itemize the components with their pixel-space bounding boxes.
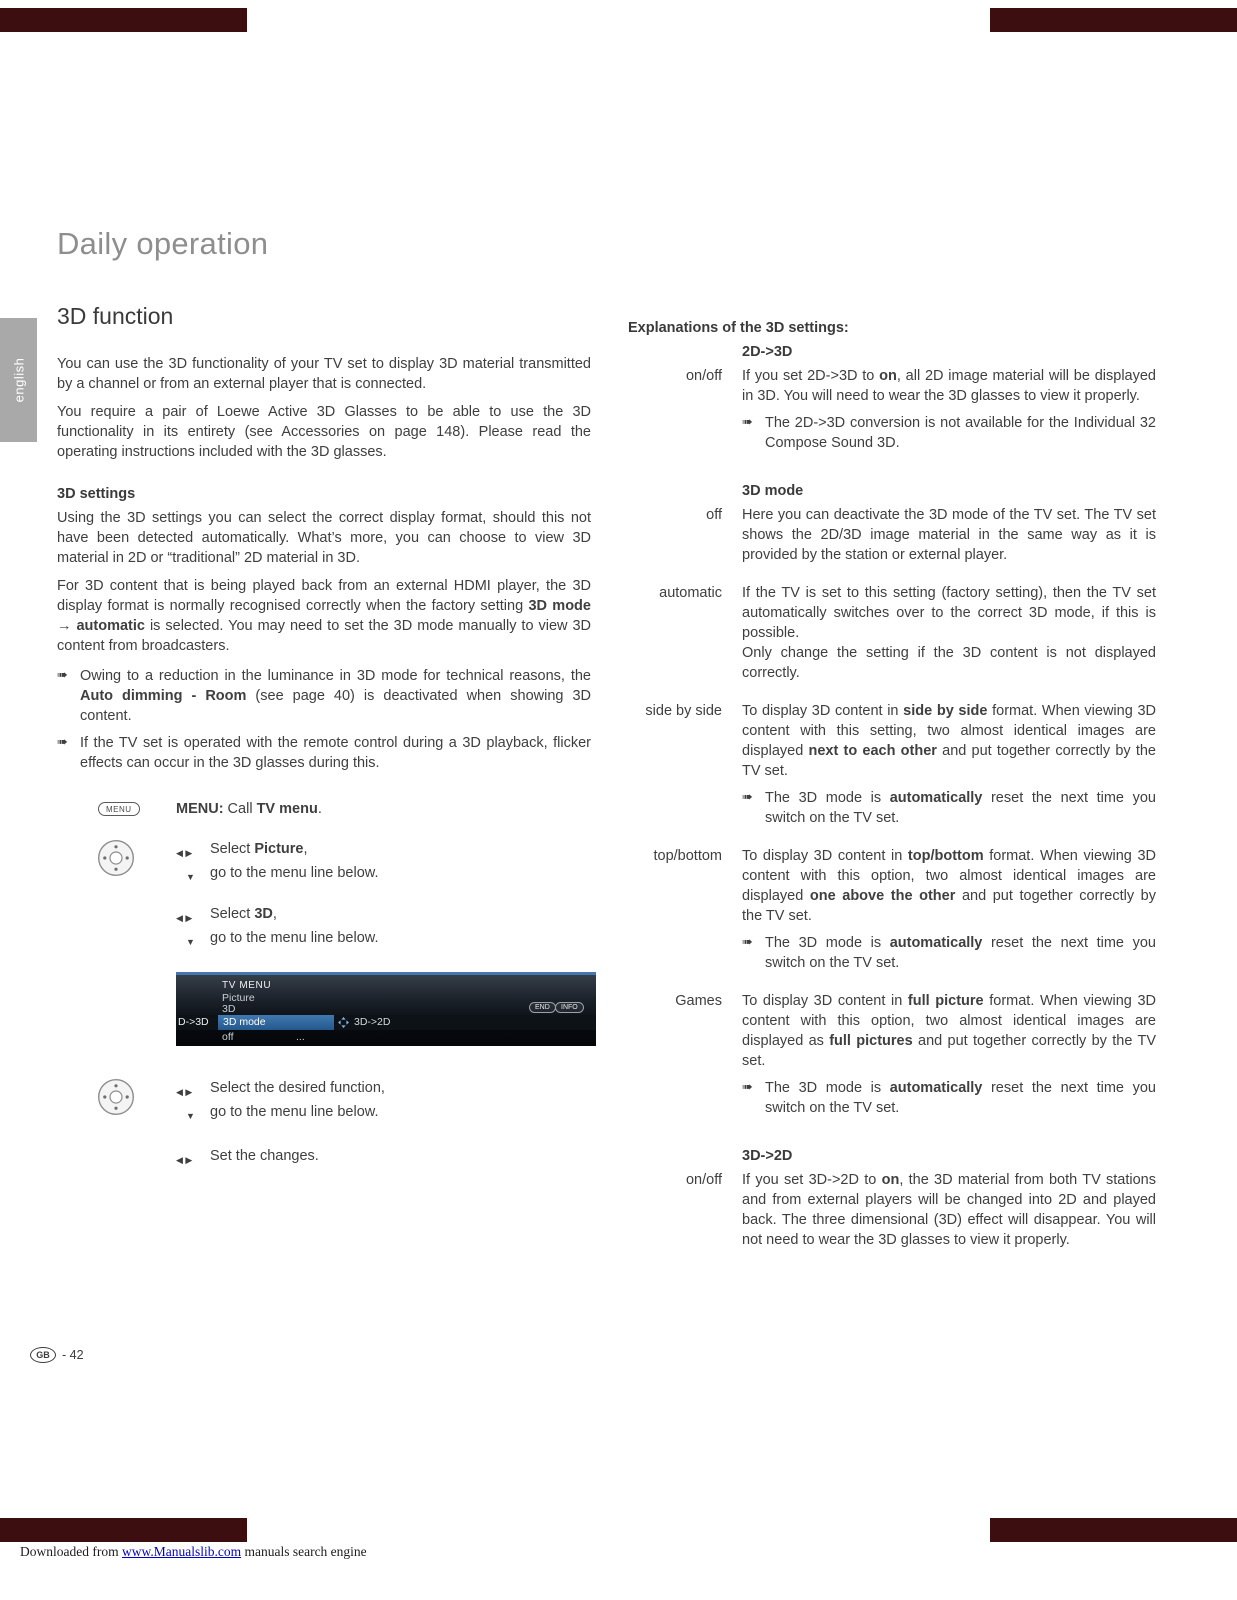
tv-menu-item-2d3d: D->3D: [178, 1016, 209, 1028]
down-arrow-icon: ▼: [186, 1111, 195, 1121]
step-text: Select Picture,: [210, 841, 308, 857]
watermark-prefix: Downloaded from: [20, 1544, 122, 1559]
note-item: [742, 1078, 1156, 1118]
end-badge: END: [529, 1002, 556, 1013]
setting-text: If the TV is set to this setting (factory setting), then the TV set automatically switches over to the correct 3D mode, if this is possible.: [742, 585, 1156, 641]
tv-menu-top-line: [176, 972, 596, 975]
right-column: [628, 320, 1156, 1268]
section-2d-to-3d: [628, 344, 1156, 453]
instruction-icon-column: [57, 799, 176, 819]
step-text: Select the desired function,: [210, 1080, 385, 1096]
left-right-arrows-icon: ◀ ▶: [176, 1155, 193, 1165]
hint-arrow-icon: ➠: [57, 667, 68, 682]
section-title: 3D mode: [742, 483, 804, 499]
hint-item: [57, 733, 591, 773]
intro-paragraph: You can use the 3D functionality of your TV set to display 3D material transmitted by a channel or from an external player that is connected.: [57, 356, 591, 392]
note-item: [742, 413, 1156, 453]
note-text: The 3D mode is automatically reset the next time you switch on the TV set.: [765, 1080, 1156, 1116]
step-text: Set the changes.: [210, 1148, 319, 1164]
corner-bar: [0, 1518, 247, 1542]
step-row: [176, 1078, 591, 1102]
note-arrow-icon: ➠: [742, 414, 753, 429]
subheading-3d-settings: 3D settings: [57, 486, 136, 502]
hint-text: Owing to a reduction in the luminance in 3D mode for technical reasons, the Auto dimming - Room (see page 40) is deactivated when showing 3D content.: [80, 668, 592, 724]
down-arrow-icon: ▼: [186, 937, 195, 947]
note-arrow-icon: ➠: [742, 934, 753, 949]
page-number: - 42: [62, 1348, 84, 1362]
setting-label: Games: [675, 993, 722, 1009]
info-badge: INFO: [555, 1002, 584, 1013]
tv-menu-breadcrumb-3d: 3D: [222, 1003, 236, 1015]
left-column: [57, 303, 591, 1170]
setting-label: automatic: [659, 585, 722, 601]
instruction-icon-column: [57, 1078, 176, 1170]
section-title: 3D->2D: [742, 1148, 793, 1164]
settings-paragraph: Using the 3D settings you can select the correct display format, should this not have been detected automatically. What’s more, you can choose to view 3D material in 2D or “traditional” 2D material in 3D.: [57, 510, 591, 566]
tv-menu-breadcrumb-picture: Picture: [222, 992, 255, 1004]
setting-row: [628, 701, 1156, 828]
settings-paragraph: For 3D content that is being played back from an external HDMI player, the 3D display format is normally recognised correctly when the factory setting 3D mode → automatic is selected. You may need to set the 3D mode manually to view 3D content from broadcasters.: [57, 578, 592, 654]
setting-text: To display 3D content in full picture format. When viewing 3D content with this option, two almost identical images are displayed as full pictures and put together correctly by the TV set.: [742, 993, 1156, 1069]
move-icon: [338, 1017, 349, 1028]
section-3d-mode: [628, 483, 1156, 1118]
note-item: [742, 788, 1156, 828]
dpad-icon: [97, 1078, 135, 1116]
intro-paragraph: You require a pair of Loewe Active 3D Glasses to be able to use the 3D functionality in its entirety (see Accessories on page 148). Please read the operating instructions included with the 3D glasses.: [57, 404, 591, 460]
setting-label: on/off: [685, 1172, 722, 1188]
setting-row: [628, 846, 1156, 973]
tv-menu-value-off: off: [222, 1031, 234, 1043]
setting-row: [628, 366, 1156, 453]
tv-menu-item-3d2d: 3D->2D: [354, 1016, 391, 1028]
left-right-arrows-icon: ◀ ▶: [176, 913, 193, 923]
instruction-icon-column: [57, 839, 176, 952]
corner-bar: [0, 8, 247, 32]
note-text: The 3D mode is automatically reset the next time you switch on the TV set.: [765, 935, 1156, 971]
setting-label: off: [706, 507, 722, 523]
setting-label: side by side: [645, 703, 722, 719]
note-arrow-icon: ➠: [742, 789, 753, 804]
step-row: [176, 1102, 591, 1126]
tv-menu-more-dots: ...: [296, 1031, 305, 1043]
hint-text: If the TV set is operated with the remote control during a 3D playback, flicker effects can occur in the 3D glasses during this.: [80, 735, 591, 771]
setting-text: Only change the setting if the 3D content is not displayed correctly.: [742, 645, 1156, 681]
step-text: go to the menu line below.: [210, 865, 379, 881]
hint-item: [57, 666, 591, 726]
tv-menu-title: TV MENU: [222, 980, 272, 991]
step-row: [176, 1146, 591, 1170]
tv-menu-item-3d-mode-selected: 3D mode: [218, 1015, 334, 1030]
watermark: [20, 1544, 367, 1560]
corner-bar: [990, 8, 1237, 32]
dpad-icon: [97, 839, 135, 877]
setting-row: [628, 991, 1156, 1118]
setting-text: To display 3D content in top/bottom format. When viewing 3D content with this option, two almost identical images are displayed one above the other and put together correctly by the TV set.: [742, 848, 1156, 924]
note-arrow-icon: ➠: [742, 1079, 753, 1094]
watermark-suffix: manuals search engine: [241, 1544, 367, 1559]
down-arrow-icon: ▼: [186, 872, 195, 882]
setting-label: on/off: [685, 368, 722, 384]
left-right-arrows-icon: ◀ ▶: [176, 848, 193, 858]
section-3d-to-2d: [628, 1148, 1156, 1250]
menu-instruction: [57, 799, 591, 819]
setting-row: [628, 583, 1156, 683]
watermark-link[interactable]: www.Manualslib.com: [121, 1544, 242, 1559]
note-item: [742, 933, 1156, 973]
step-row: [176, 839, 591, 863]
gb-badge: GB: [30, 1347, 56, 1363]
setting-row: [628, 1170, 1156, 1250]
menu-instruction-text: MENU: Call TV menu.: [176, 801, 322, 817]
corner-bar: [990, 1518, 1237, 1542]
dpad-instruction-block: [57, 839, 591, 952]
step-row: [176, 904, 591, 928]
setting-text: To display 3D content in side by side format. When viewing 3D content with this setting, two almost identical images are displayed next to each other and put together correctly by the TV set.: [742, 703, 1156, 779]
tv-menu-row: [176, 1015, 596, 1030]
explanations-heading: Explanations of the 3D settings:: [628, 320, 849, 336]
step-text: Select 3D,: [210, 906, 277, 922]
step-row: [176, 928, 591, 952]
setting-row: [628, 505, 1156, 565]
setting-label: top/bottom: [653, 848, 722, 864]
step-text: go to the menu line below.: [210, 1104, 379, 1120]
hint-arrow-icon: ➠: [57, 734, 68, 749]
setting-text: If you set 2D->3D to on, all 2D image material will be displayed in 3D. You will need to wear the 3D glasses to view it properly.: [742, 368, 1156, 404]
tv-menu-screenshot: [176, 972, 596, 1046]
page-title: Daily operation: [57, 226, 269, 261]
left-right-arrows-icon: ◀ ▶: [176, 1087, 193, 1097]
note-text: The 2D->3D conversion is not available for the Individual 32 Compose Sound 3D.: [765, 415, 1156, 451]
section-heading-3d-function: 3D function: [57, 303, 174, 329]
language-tab: [0, 318, 37, 442]
setting-text: Here you can deactivate the 3D mode of the TV set. The TV set shows the 2D/3D image material in the same way as it is provided by the station or external player.: [742, 507, 1156, 563]
note-text: The 3D mode is automatically reset the next time you switch on the TV set.: [765, 790, 1156, 826]
setting-text: If you set 3D->2D to on, the 3D material from both TV stations and from external players will be changed into 2D and played back. The three dimensional (3D) effect will disappear. You will not need to wear the 3D glasses to view it properly.: [742, 1172, 1156, 1248]
step-row: [176, 863, 591, 887]
dpad-instruction-block: [57, 1078, 591, 1170]
step-text: go to the menu line below.: [210, 930, 379, 946]
language-tab-label: english: [11, 357, 26, 403]
menu-button-icon: MENU: [98, 802, 140, 816]
page-footer: [30, 1347, 84, 1363]
section-title: 2D->3D: [742, 344, 793, 360]
